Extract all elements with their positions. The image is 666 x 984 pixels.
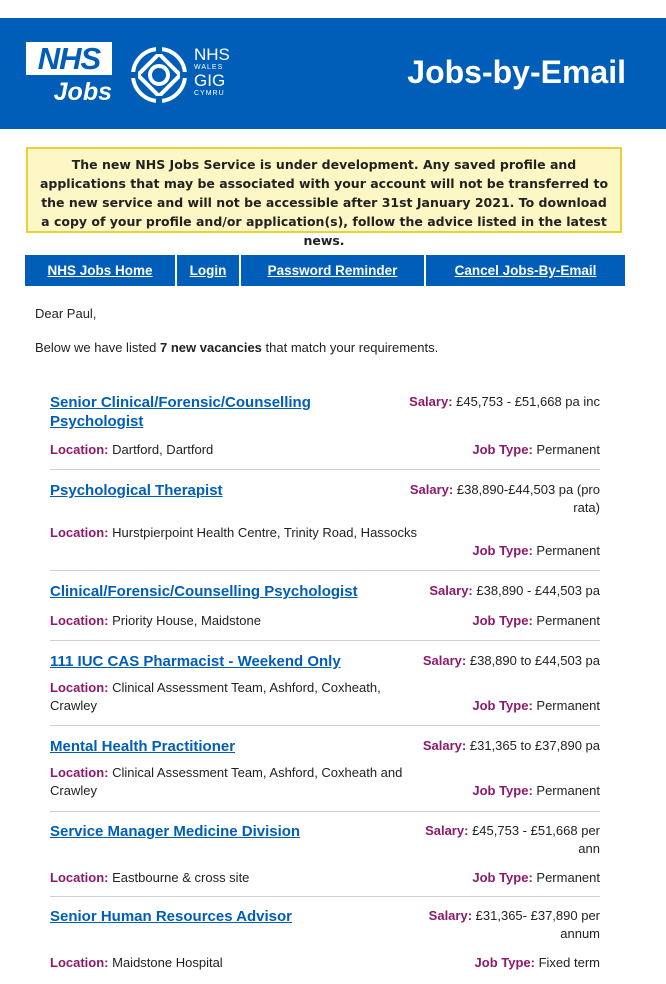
job-type-label: Job Type: <box>472 698 533 713</box>
job-type <box>472 869 600 887</box>
salary-label: Salary: <box>428 908 473 923</box>
wales-logo-gig: GIG <box>194 71 226 90</box>
nav-login-link[interactable]: Login <box>189 263 227 278</box>
salary-label: Salary: <box>409 482 454 497</box>
job-type-value: Permanent <box>536 783 600 798</box>
jobs-logo-text: Jobs <box>53 78 112 106</box>
nhs-jobs-logo[interactable] <box>26 42 112 122</box>
job-type-label: Job Type: <box>472 613 533 628</box>
header-banner <box>0 18 666 129</box>
salary-label: Salary: <box>429 583 473 598</box>
salary-value: £45,753 - £51,668 pa inc <box>456 394 600 409</box>
job-type-label: Job Type: <box>472 870 533 885</box>
location-label: Location: <box>50 525 109 540</box>
wales-logo-wales: WALES <box>194 64 224 71</box>
job-type-value: Permanent <box>536 870 600 885</box>
nav-cancel-jobs-by-email-link[interactable]: Cancel Jobs-By-Email <box>454 263 597 278</box>
job-salary <box>410 822 600 858</box>
job-location <box>50 524 425 542</box>
location-label: Location: <box>50 442 109 457</box>
nhs-wales-wordmark <box>194 46 230 97</box>
job-type-value: Permanent <box>536 613 600 628</box>
wales-logo-nhs: NHS <box>194 45 230 64</box>
job-title-link[interactable]: Service Manager Medicine Division <box>50 823 301 840</box>
salary-label: Salary: <box>409 394 453 409</box>
job-type <box>472 782 600 800</box>
job-divider <box>50 570 600 571</box>
location-value: Hurstpierpoint Health Centre, Trinity Road, Hassocks <box>112 525 418 540</box>
job-type-label: Job Type: <box>472 543 533 558</box>
location-value: Dartford, Dartford <box>112 442 214 457</box>
location-label: Location: <box>50 680 109 695</box>
job-salary <box>415 907 600 943</box>
job-salary <box>400 652 600 670</box>
location-label: Location: <box>50 765 109 780</box>
wales-logo-cymru: CYMRU <box>194 90 225 97</box>
job-type <box>475 954 600 972</box>
salary-value: £31,365 to £37,890 pa <box>469 738 600 753</box>
location-value: Clinical Assessment Team, Ashford, Coxheath, Crawley <box>50 680 381 713</box>
job-title-link[interactable]: Psychological Therapist <box>50 482 223 499</box>
salary-label: Salary: <box>425 823 469 838</box>
location-label: Location: <box>50 955 109 970</box>
salary-label: Salary: <box>422 653 467 668</box>
nav-bar <box>25 255 625 286</box>
greeting: Dear Paul, <box>35 306 97 321</box>
job-title-link[interactable]: 111 IUC CAS Pharmacist - Weekend Only <box>50 653 341 670</box>
intro-before: Below we have listed <box>35 340 161 355</box>
salary-label: Salary: <box>422 738 467 753</box>
job-divider <box>50 811 600 812</box>
job-type <box>472 697 600 715</box>
job-salary <box>400 393 600 411</box>
service-notice: The new NHS Jobs Service is under development. Any saved profile and applications that may be associated with your account will not be transferred to the new service and will not be accessible after 31st January 2021. To download a copy of your profile and/or application(s), follow the advice listed in the latest news. <box>26 147 622 233</box>
job-type <box>472 612 600 630</box>
job-type <box>472 542 600 560</box>
salary-value: £38,890-£44,503 pa (pro rata) <box>456 482 600 515</box>
job-type-label: Job Type: <box>472 783 533 798</box>
job-salary <box>400 481 600 517</box>
location-value: Maidstone Hospital <box>112 955 223 970</box>
job-divider <box>50 640 600 641</box>
job-type-label: Job Type: <box>474 955 535 970</box>
job-divider <box>50 896 600 897</box>
job-type-label: Job Type: <box>472 442 533 457</box>
job-location <box>50 612 425 630</box>
job-location <box>50 869 425 887</box>
job-type-value: Fixed term <box>538 955 600 970</box>
job-title-link[interactable]: Senior Clinical/Forensic/Counselling Psychologist <box>50 394 311 430</box>
salary-value: £38,890 to £44,503 pa <box>469 653 600 668</box>
job-type-value: Permanent <box>536 442 600 457</box>
job-title-link[interactable]: Clinical/Forensic/Counselling Psychologist <box>50 583 358 600</box>
job-title-link[interactable]: Mental Health Practitioner <box>50 738 236 755</box>
job-divider <box>50 469 600 470</box>
job-salary <box>400 582 600 600</box>
job-location <box>50 954 425 972</box>
location-value: Priority House, Maidstone <box>112 613 261 628</box>
intro-after: that match your requirements. <box>261 340 439 355</box>
nav-password-reminder-link[interactable]: Password Reminder <box>267 263 398 278</box>
nhs-wales-logo <box>128 44 240 108</box>
job-location <box>50 441 425 459</box>
salary-value: £38,890 - £44,503 pa <box>476 583 600 598</box>
salary-value: £45,753 - £51,668 per ann <box>472 823 600 856</box>
nav-nhs-jobs-home-link[interactable]: NHS Jobs Home <box>47 263 153 278</box>
nhs-logo-text: NHS <box>26 42 112 75</box>
job-divider <box>50 725 600 726</box>
job-location <box>50 764 425 800</box>
vacancy-count: 7 new vacancies <box>160 340 262 355</box>
location-value: Eastbourne & cross site <box>112 870 250 885</box>
salary-value: £31,365- £37,890 per annum <box>475 908 600 941</box>
job-salary <box>400 737 600 755</box>
job-type-value: Permanent <box>536 698 600 713</box>
page-title: Jobs-by-Email <box>407 54 626 90</box>
intro-text <box>35 340 438 355</box>
job-location <box>50 679 425 715</box>
location-label: Location: <box>50 870 109 885</box>
celtic-knot-icon <box>128 44 190 106</box>
job-title-link[interactable]: Senior Human Resources Advisor <box>50 908 293 925</box>
location-value: Clinical Assessment Team, Ashford, Coxheath and Crawley <box>50 765 403 798</box>
location-label: Location: <box>50 613 109 628</box>
job-type-value: Permanent <box>536 543 600 558</box>
job-type <box>472 441 600 459</box>
